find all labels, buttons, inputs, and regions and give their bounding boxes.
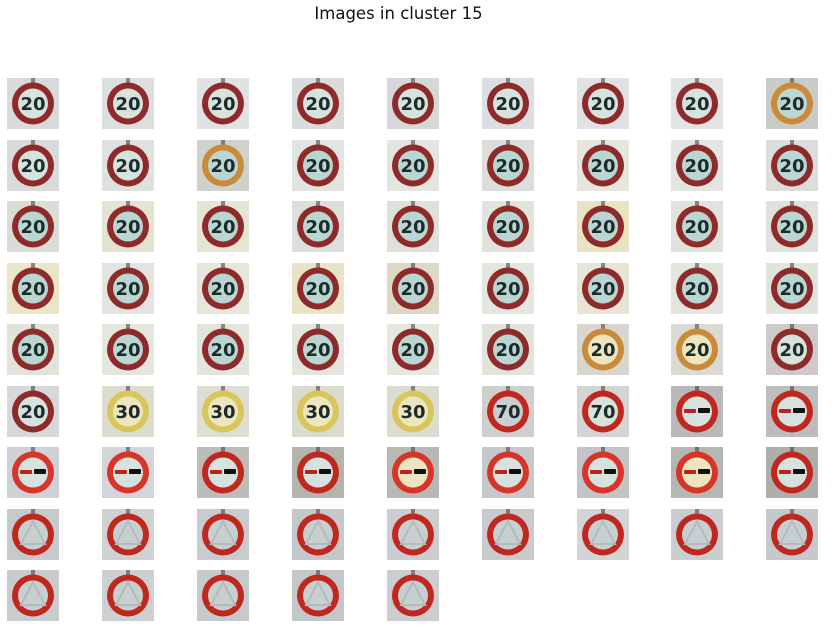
- cluster-image-tile: [766, 447, 818, 498]
- speed-limit-number: 20: [590, 217, 616, 238]
- red-car-icon: [115, 470, 127, 474]
- sign-image: [387, 263, 439, 314]
- cluster-image-tile: [387, 386, 439, 437]
- speed-limit-number: 20: [779, 94, 805, 115]
- cluster-image-tile: [766, 201, 818, 252]
- sign-image: [766, 509, 818, 560]
- cluster-image-tile: [197, 447, 249, 498]
- sign-image: [292, 386, 344, 437]
- black-car-icon: [319, 469, 331, 474]
- sign-image: [7, 386, 59, 437]
- sign-image: [671, 201, 723, 252]
- cluster-image-tile: [7, 509, 59, 560]
- sign-image: [482, 509, 534, 560]
- sign-image: [766, 140, 818, 191]
- sign-image: [482, 201, 534, 252]
- sign-image: [7, 324, 59, 375]
- speed-limit-number: 20: [590, 279, 616, 300]
- speed-limit-number: 30: [115, 402, 141, 423]
- sign-image: [197, 386, 249, 437]
- sign-image: [7, 570, 59, 621]
- sign-image: [766, 78, 818, 129]
- cluster-image-tile: [292, 140, 344, 191]
- cluster-image-tile: [671, 78, 723, 129]
- sign-image: [387, 386, 439, 437]
- black-car-icon: [509, 469, 521, 474]
- speed-limit-number: 20: [115, 279, 141, 300]
- cluster-image-tile: [197, 509, 249, 560]
- speed-limit-number: 20: [115, 340, 141, 361]
- cluster-image-tile: [671, 509, 723, 560]
- sign-image: [671, 78, 723, 129]
- cluster-image-tile: [577, 140, 629, 191]
- speed-limit-number: 20: [20, 94, 46, 115]
- sign-image: [102, 140, 154, 191]
- sign-image: [577, 263, 629, 314]
- sign-image: [387, 509, 439, 560]
- cluster-image-tile: [292, 386, 344, 437]
- red-car-icon: [210, 470, 222, 474]
- sign-image: [102, 509, 154, 560]
- speed-limit-number: 20: [305, 217, 331, 238]
- speed-limit-number: 20: [210, 340, 236, 361]
- black-car-icon: [793, 408, 805, 413]
- sign-image: [102, 324, 154, 375]
- speed-limit-number: 20: [115, 156, 141, 177]
- red-car-icon: [590, 470, 602, 474]
- sign-image: [482, 447, 534, 498]
- cluster-image-tile: [102, 570, 154, 621]
- speed-limit-number: 20: [684, 217, 710, 238]
- cluster-image-tile: [577, 263, 629, 314]
- speed-limit-number: 30: [400, 402, 426, 423]
- speed-limit-number: 20: [400, 156, 426, 177]
- cluster-image-tile: [482, 263, 534, 314]
- cluster-image-tile: [7, 570, 59, 621]
- speed-limit-number: 20: [20, 279, 46, 300]
- cluster-image-tile: [766, 324, 818, 375]
- speed-limit-number: 20: [495, 156, 521, 177]
- sign-image: [482, 324, 534, 375]
- sign-image: [577, 447, 629, 498]
- sign-image: [197, 78, 249, 129]
- speed-limit-number: 20: [684, 156, 710, 177]
- sign-image: [671, 140, 723, 191]
- cluster-image-tile: [292, 78, 344, 129]
- speed-limit-number: 20: [20, 156, 46, 177]
- black-car-icon: [698, 408, 710, 413]
- red-car-icon: [779, 470, 791, 474]
- sign-image: [7, 263, 59, 314]
- sign-image: [766, 447, 818, 498]
- cluster-image-tile: [766, 386, 818, 437]
- speed-limit-number: 30: [305, 402, 331, 423]
- cluster-image-tile: [387, 324, 439, 375]
- sign-image: [577, 509, 629, 560]
- sign-image: [292, 509, 344, 560]
- speed-limit-number: 20: [495, 279, 521, 300]
- sign-image: [292, 324, 344, 375]
- speed-limit-number: 20: [210, 94, 236, 115]
- cluster-image-tile: [577, 386, 629, 437]
- figure-title: Images in cluster 15: [314, 4, 483, 23]
- sign-image: [197, 570, 249, 621]
- red-car-icon: [305, 470, 317, 474]
- speed-limit-number: 20: [305, 156, 331, 177]
- sign-image: [292, 201, 344, 252]
- sign-image: [577, 140, 629, 191]
- sign-image: [7, 201, 59, 252]
- cluster-image-tile: [387, 201, 439, 252]
- sign-image: [766, 263, 818, 314]
- sign-image: [387, 140, 439, 191]
- sign-image: [482, 263, 534, 314]
- cluster-image-tile: [577, 78, 629, 129]
- cluster-image-tile: [577, 324, 629, 375]
- speed-limit-number: 20: [400, 217, 426, 238]
- black-car-icon: [793, 469, 805, 474]
- speed-limit-number: 20: [115, 94, 141, 115]
- cluster-image-tile: [7, 447, 59, 498]
- speed-limit-number: 20: [495, 94, 521, 115]
- cluster-image-tile: [7, 324, 59, 375]
- cluster-image-tile: [292, 263, 344, 314]
- sign-image: [482, 386, 534, 437]
- black-car-icon: [129, 469, 141, 474]
- speed-limit-number: 30: [210, 402, 236, 423]
- sign-image: [197, 201, 249, 252]
- cluster-image-tile: [387, 570, 439, 621]
- speed-limit-number: 20: [305, 340, 331, 361]
- red-car-icon: [684, 409, 696, 413]
- speed-limit-number: 70: [495, 402, 521, 423]
- sign-image: [7, 78, 59, 129]
- sign-image: [577, 78, 629, 129]
- black-car-icon: [604, 469, 616, 474]
- sign-image: [197, 324, 249, 375]
- sign-image: [197, 263, 249, 314]
- speed-limit-number: 20: [779, 156, 805, 177]
- cluster-image-tile: [766, 140, 818, 191]
- cluster-image-tile: [292, 509, 344, 560]
- speed-limit-number: 20: [305, 279, 331, 300]
- speed-limit-number: 20: [684, 279, 710, 300]
- sign-image: [7, 447, 59, 498]
- sign-image: [482, 78, 534, 129]
- sign-image: [482, 140, 534, 191]
- sign-image: [102, 570, 154, 621]
- speed-limit-number: 20: [20, 402, 46, 423]
- sign-image: [387, 447, 439, 498]
- cluster-image-tile: [102, 263, 154, 314]
- cluster-image-tile: [482, 324, 534, 375]
- cluster-image-tile: [766, 78, 818, 129]
- sign-image: [102, 78, 154, 129]
- cluster-image-tile: [102, 447, 154, 498]
- cluster-image-tile: [197, 140, 249, 191]
- sign-image: [671, 386, 723, 437]
- red-car-icon: [495, 470, 507, 474]
- sign-image: [7, 509, 59, 560]
- speed-limit-number: 20: [305, 94, 331, 115]
- cluster-image-tile: [482, 201, 534, 252]
- cluster-image-tile: [387, 509, 439, 560]
- sign-image: [197, 140, 249, 191]
- sign-image: [102, 447, 154, 498]
- cluster-image-tile: [482, 447, 534, 498]
- sign-image: [292, 263, 344, 314]
- speed-limit-number: 20: [210, 279, 236, 300]
- red-car-icon: [20, 470, 32, 474]
- cluster-image-tile: [102, 324, 154, 375]
- speed-limit-number: 20: [20, 217, 46, 238]
- red-car-icon: [684, 470, 696, 474]
- cluster-image-tile: [7, 263, 59, 314]
- sign-image: [197, 509, 249, 560]
- sign-image: [102, 263, 154, 314]
- speed-limit-number: 20: [20, 340, 46, 361]
- cluster-image-tile: [197, 263, 249, 314]
- red-car-icon: [779, 409, 791, 413]
- cluster-image-tile: [671, 140, 723, 191]
- sign-image: [766, 201, 818, 252]
- cluster-image-tile: [766, 509, 818, 560]
- cluster-image-tile: [482, 386, 534, 437]
- sign-image: [387, 78, 439, 129]
- speed-limit-number: 20: [590, 156, 616, 177]
- speed-limit-number: 20: [400, 94, 426, 115]
- sign-image: [766, 324, 818, 375]
- sign-image: [197, 447, 249, 498]
- sign-image: [292, 140, 344, 191]
- cluster-image-tile: [7, 386, 59, 437]
- cluster-image-tile: [671, 324, 723, 375]
- cluster-image-tile: [292, 324, 344, 375]
- cluster-image-tile: [766, 263, 818, 314]
- sign-image: [7, 140, 59, 191]
- cluster-image-tile: [197, 324, 249, 375]
- sign-image: [102, 201, 154, 252]
- cluster-image-tile: [102, 78, 154, 129]
- cluster-image-tile: [292, 201, 344, 252]
- sign-image: [671, 509, 723, 560]
- cluster-image-tile: [671, 263, 723, 314]
- speed-limit-number: 20: [210, 217, 236, 238]
- sign-image: [292, 447, 344, 498]
- cluster-image-tile: [671, 447, 723, 498]
- cluster-image-tile: [387, 263, 439, 314]
- cluster-image-tile: [7, 78, 59, 129]
- cluster-image-tile: [577, 447, 629, 498]
- speed-limit-number: 20: [590, 94, 616, 115]
- cluster-image-tile: [102, 140, 154, 191]
- cluster-image-tile: [482, 140, 534, 191]
- cluster-image-tile: [197, 386, 249, 437]
- speed-limit-number: 20: [779, 217, 805, 238]
- speed-limit-number: 20: [400, 279, 426, 300]
- sign-image: [387, 201, 439, 252]
- speed-limit-number: 70: [590, 402, 616, 423]
- cluster-image-tile: [102, 509, 154, 560]
- black-car-icon: [698, 469, 710, 474]
- red-car-icon: [400, 470, 412, 474]
- speed-limit-number: 20: [210, 156, 236, 177]
- sign-image: [577, 324, 629, 375]
- sign-image: [387, 570, 439, 621]
- cluster-image-tile: [671, 201, 723, 252]
- cluster-image-tile: [7, 201, 59, 252]
- speed-limit-number: 20: [590, 340, 616, 361]
- sign-image: [671, 324, 723, 375]
- speed-limit-number: 20: [779, 340, 805, 361]
- sign-image: [102, 386, 154, 437]
- cluster-image-tile: [387, 78, 439, 129]
- cluster-image-tile: [292, 570, 344, 621]
- cluster-image-tile: [482, 78, 534, 129]
- sign-image: [577, 386, 629, 437]
- sign-image: [766, 386, 818, 437]
- black-car-icon: [34, 469, 46, 474]
- cluster-image-tile: [102, 201, 154, 252]
- speed-limit-number: 20: [115, 217, 141, 238]
- black-car-icon: [224, 469, 236, 474]
- speed-limit-number: 20: [495, 217, 521, 238]
- cluster-image-tile: [671, 386, 723, 437]
- sign-image: [577, 201, 629, 252]
- black-car-icon: [414, 469, 426, 474]
- speed-limit-number: 20: [779, 279, 805, 300]
- cluster-image-tile: [387, 447, 439, 498]
- cluster-image-tile: [482, 509, 534, 560]
- sign-image: [387, 324, 439, 375]
- cluster-image-tile: [577, 509, 629, 560]
- cluster-image-tile: [102, 386, 154, 437]
- sign-image: [671, 447, 723, 498]
- speed-limit-number: 20: [495, 340, 521, 361]
- cluster-image-tile: [197, 78, 249, 129]
- cluster-image-tile: [7, 140, 59, 191]
- cluster-image-tile: [197, 570, 249, 621]
- sign-image: [671, 263, 723, 314]
- speed-limit-number: 20: [400, 340, 426, 361]
- speed-limit-number: 20: [684, 340, 710, 361]
- speed-limit-number: 20: [684, 94, 710, 115]
- cluster-image-tile: [577, 201, 629, 252]
- cluster-image-tile: [292, 447, 344, 498]
- cluster-image-tile: [387, 140, 439, 191]
- cluster-image-tile: [197, 201, 249, 252]
- sign-image: [292, 570, 344, 621]
- sign-image: [292, 78, 344, 129]
